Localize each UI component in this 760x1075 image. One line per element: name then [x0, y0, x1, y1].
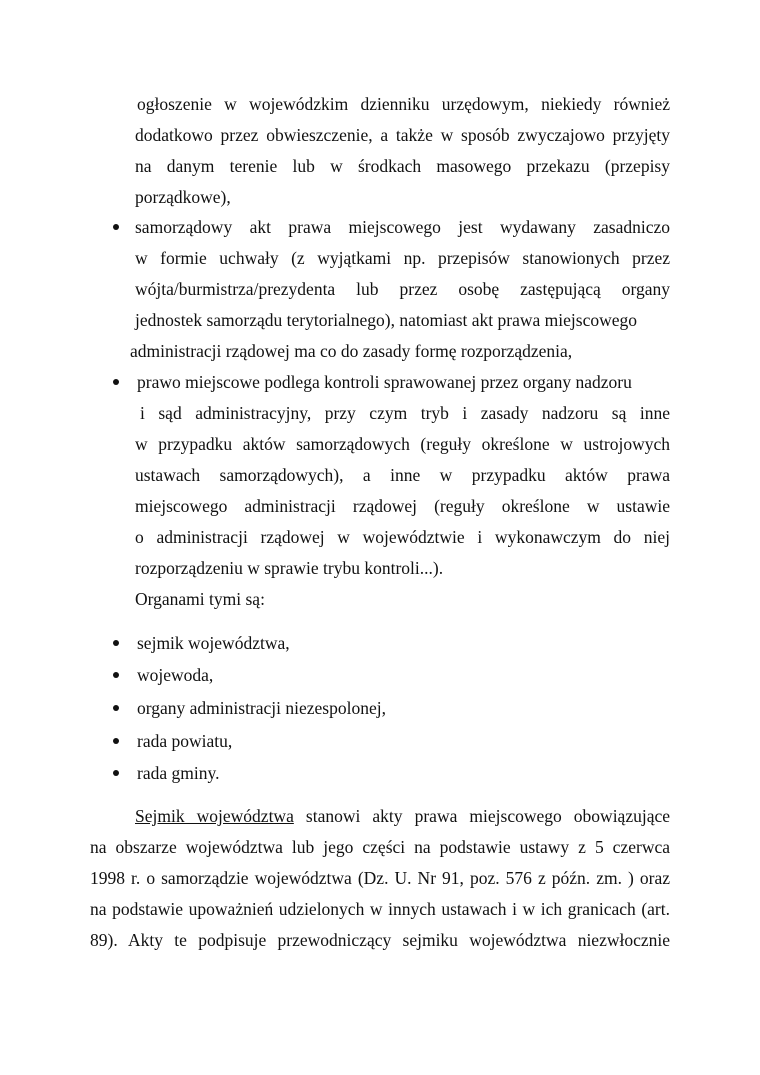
bullet-icon: [113, 224, 119, 230]
paragraph-first-line: [135, 805, 670, 827]
bullet-icon: [113, 640, 119, 646]
bullet-icon: [113, 672, 119, 678]
text-line: na danym terenie lub w środkach masowego przekazu (przepisy: [135, 156, 670, 176]
text-line: w przypadku aktów samorządowych (reguły określone w ustrojowych: [135, 434, 670, 454]
text-line: ogłoszenie w wojewódzkim dzienniku urzędowym, niekiedy również: [137, 94, 670, 114]
text-line: wójta/burmistrza/prezydenta lub przez osobę zastępującą organy: [135, 279, 670, 299]
text-line: administracji rządowej ma co do zasady formę rozporządzenia,: [130, 341, 573, 361]
text-line: ustawach samorządowych), a inne w przypadku aktów prawa: [135, 465, 670, 485]
text-line: na obszarze województwa lub jego części na podstawie ustawy z 5 czerwca: [90, 837, 670, 857]
text-span: stanowi akty prawa miejscowego obowiązujące: [305, 806, 670, 826]
text-line: Organami tymi są:: [135, 589, 265, 609]
paragraph-heading: Sejmik województwa: [135, 806, 294, 826]
list-item: rada powiatu,: [137, 731, 233, 751]
text-line: o administracji rządowej w województwie i wykonawczym do niej: [135, 527, 670, 547]
text-line: rozporządzeniu w sprawie trybu kontroli...).: [135, 558, 444, 578]
list-item: sejmik województwa,: [137, 633, 290, 653]
text-line: porządkowe),: [135, 187, 231, 207]
text-line: jednostek samorządu terytorialnego), natomiast akt prawa miejscowego: [135, 310, 637, 330]
text-line: 89). Akty te podpisuje przewodniczący sejmiku województwa niezwłocznie: [90, 930, 670, 950]
bullet-icon: [113, 770, 119, 776]
text-line: prawo miejscowe podlega kontroli sprawowanej przez organy nadzoru: [137, 372, 632, 392]
text-line: w formie uchwały (z wyjątkami np. przepisów stanowionych przez: [135, 248, 670, 268]
bullet-icon: [113, 738, 119, 744]
text-line: samorządowy akt prawa miejscowego jest wydawany zasadniczo: [135, 217, 670, 237]
list-item: wojewoda,: [137, 665, 214, 685]
text-line: na podstawie upoważnień udzielonych w innych ustawach i w ich granicach (art.: [90, 899, 670, 919]
text-line: i sąd administracyjny, przy czym tryb i zasady nadzoru są inne: [140, 403, 670, 423]
text-line: 1998 r. o samorządzie województwa (Dz. U. Nr 91, poz. 576 z późn. zm. ) oraz: [90, 868, 670, 888]
bullet-icon: [113, 705, 119, 711]
list-item: rada gminy.: [137, 763, 220, 783]
text-line: dodatkowo przez obwieszczenie, a także w sposób zwyczajowo przyjęty: [135, 125, 670, 145]
list-item: organy administracji niezespolonej,: [137, 698, 386, 718]
text-line: miejscowego administracji rządowej (reguły określone w ustawie: [135, 496, 670, 516]
bullet-icon: [113, 379, 119, 385]
